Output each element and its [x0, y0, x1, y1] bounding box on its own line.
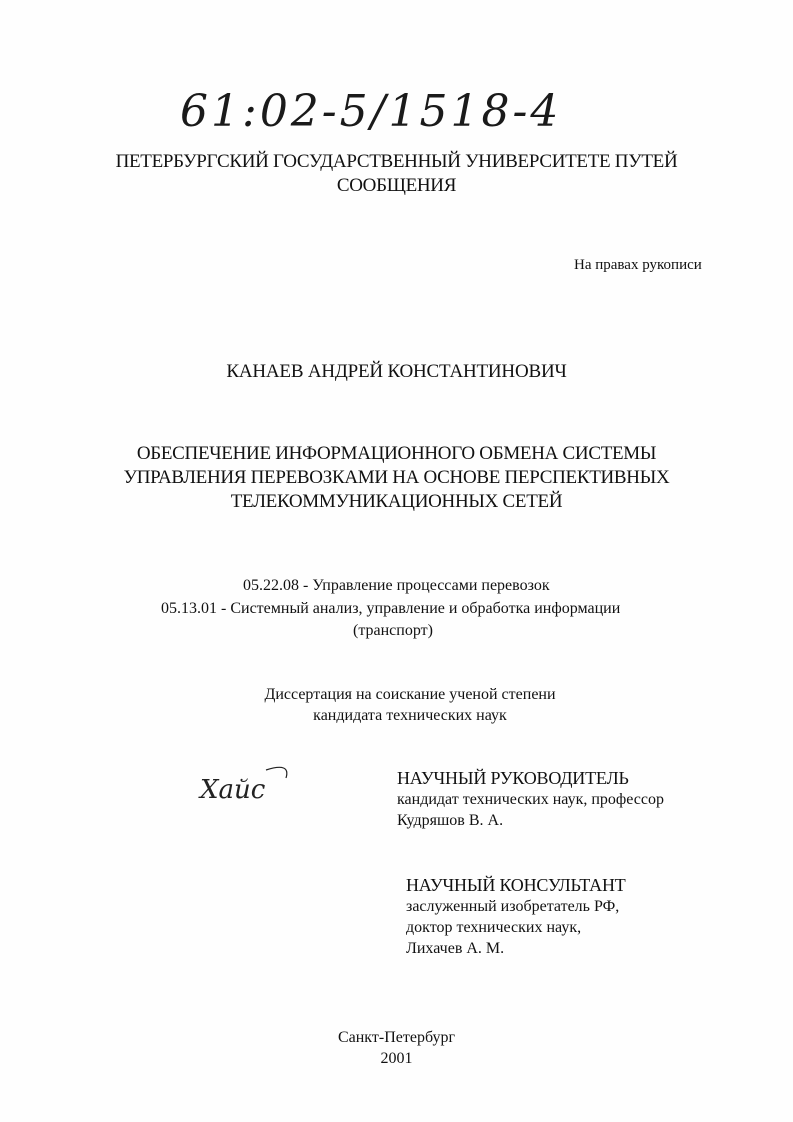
degree-line-2: кандидата технических наук: [313, 707, 507, 724]
consultant-heading: НАУЧНЫЙ КОНСУЛЬТАНТ: [406, 875, 626, 895]
supervisor-heading: НАУЧНЫЙ РУКОВОДИТЕЛЬ: [397, 768, 629, 788]
manuscript-rights-note: На правах рукописи: [574, 257, 702, 273]
organization-line-1: ПЕТЕРБУРГСКИЙ ГОСУДАРСТВЕННЫЙ УНИВЕРСИТЕТЕ ПУТЕЙ: [115, 151, 678, 172]
title-line-3: ТЕЛЕКОММУНИКАЦИОННЫХ СЕТЕЙ: [230, 491, 563, 512]
title-line-1: ОБЕСПЕЧЕНИЕ ИНФОРМАЦИОННОГО ОБМЕНА СИСТЕМЫ: [136, 443, 657, 464]
organization-line-2: СООБЩЕНИЯ: [336, 175, 457, 196]
supervisor-name: Кудряшов В. А.: [397, 812, 504, 829]
specialty-2: 05.13.01 - Системный анализ, управление и обработка информации: [161, 600, 621, 617]
specialty-2-continuation: (транспорт): [353, 622, 433, 639]
signature-text: Хайс: [200, 775, 266, 805]
degree-statement: [240, 684, 580, 726]
consultant-degree: доктор технических наук,: [406, 919, 582, 936]
archive-number-handwritten: [176, 72, 606, 144]
degree-line-1: Диссертация на соискание ученой степени: [264, 686, 556, 703]
consultant-title: заслуженный изобретатель РФ,: [406, 898, 620, 915]
place: Санкт-Петербург: [337, 1029, 456, 1046]
archive-number-text: 61:02-5/1518-4: [180, 86, 562, 137]
organization-name: [0, 150, 793, 198]
dissertation-title: [0, 442, 793, 514]
author-signature: [196, 760, 296, 810]
year: 2001: [380, 1050, 413, 1067]
consultant-block: [406, 875, 626, 959]
title-line-2: УПРАВЛЕНИЯ ПЕРЕВОЗКАМИ НА ОСНОВЕ ПЕРСПЕКТИВНЫХ: [123, 467, 670, 488]
place-and-year: [0, 1027, 793, 1069]
consultant-name: Лихачев А. М.: [406, 940, 505, 957]
supervisor-degree: кандидат технических наук, профессор: [397, 791, 664, 808]
author-name: КАНАЕВ АНДРЕЙ КОНСТАНТИНОВИЧ: [226, 361, 567, 382]
specialty-1: 05.22.08 - Управление процессами перевозок: [243, 577, 550, 594]
supervisor-block: [397, 768, 664, 831]
